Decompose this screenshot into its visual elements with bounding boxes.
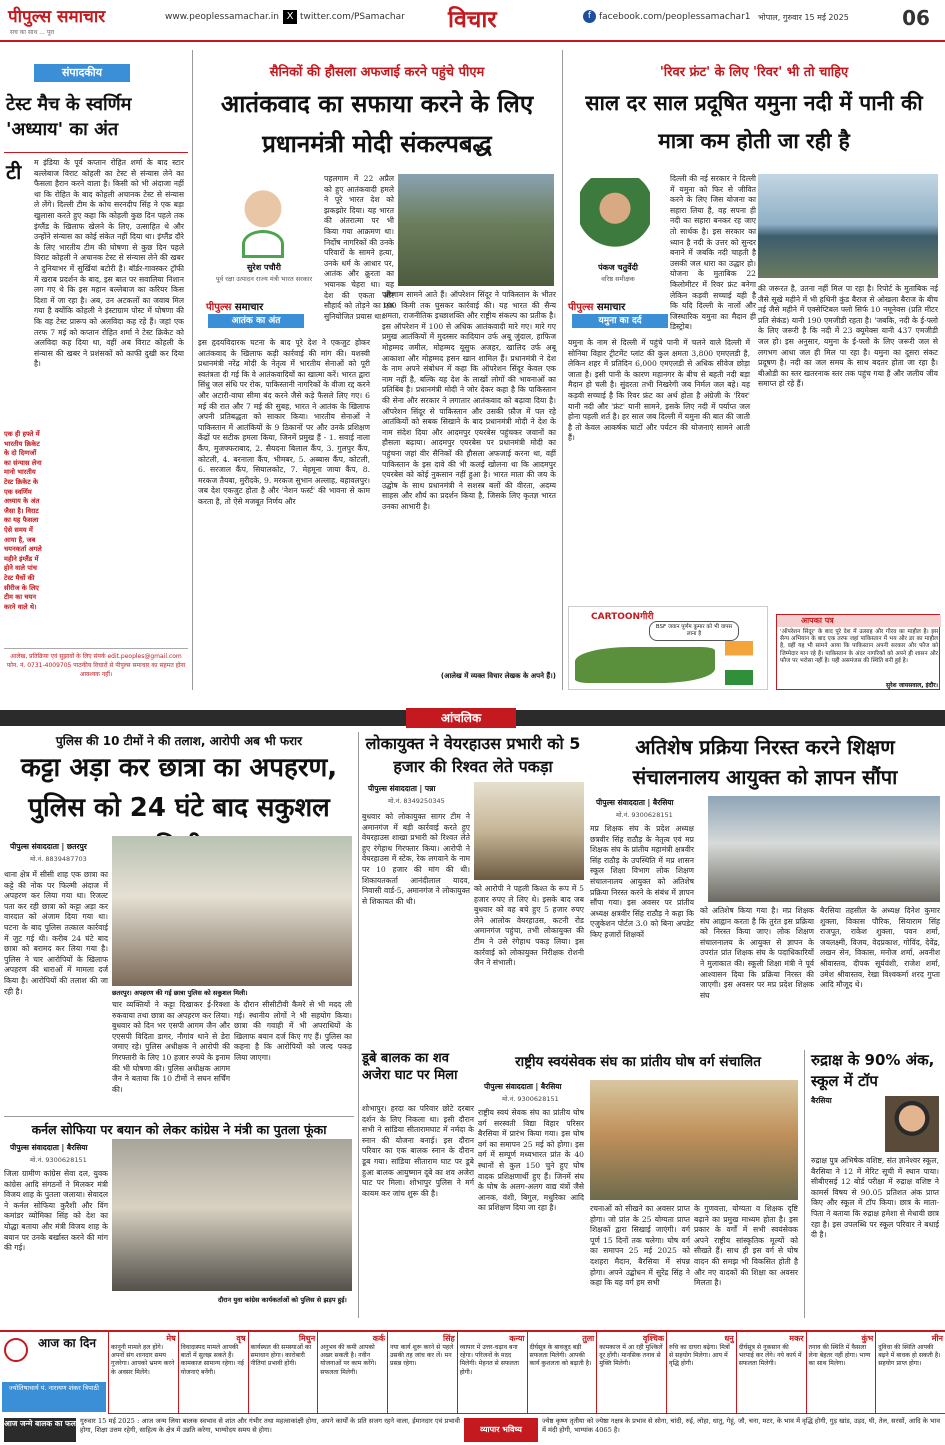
sign-name: मिथुन: [298, 1334, 316, 1343]
sign-text: विवादास्पद मामले आपकी बातों में सुलझ सकते हैं। कामकाज सामान्य रहेगा। नई योजनाएं बनेंगी।: [180, 1344, 244, 1376]
story5-byline: पीपुल्स संवाददाता | बैरसिया: [484, 1082, 562, 1091]
story3-body: बुधवार को लोकायुक्त सागर टीम ने अमानगंज में बड़ी कार्रवाई करते हुए वेयरहाउस शाखा प्रभारी को रिश्वत लेते हुए रंगेहाथ गिरफ्तार किया। आरोपी ने वेयरहाउस में स्टेक, रेक लगवाने के नाम पर 10 हजार की मांग की थी। शिकायतकर्ता आनंदीलाल यादव, निवासी वार्ड-5, अमानगंज ने लोकायुक्त से शिकायत की थी।: [362, 812, 470, 906]
sign-text: अनुभव की कमी आपको अखर सकती है। नवीन योजनाओं पर काम करेंगे। सफलता मिलेगी।: [320, 1344, 377, 1376]
article2-kicker: 'रिवर फ्रंट' के लिए 'रिवर' भी तो चाहिए: [659, 65, 849, 80]
story2-headline: कर्नल सोफिया पर बयान को लेकर कांग्रेस ने मंत्री का पुतला फूंका: [31, 1122, 327, 1137]
article2-headline: साल दर साल प्रदूषित यमुना नदी में पानी की मात्रा कम होती जा रही है: [585, 91, 923, 153]
logo-tagline: सच का साथ ... पूरा: [10, 29, 55, 36]
story5-headline: राष्ट्रीय स्वयंसेवक संघ का प्रांतीय घोष वर्ग संचालित: [515, 1054, 761, 1070]
dropcap: टी: [6, 160, 22, 184]
story3-body-2: को आरोपी ने पहली किश्त के रूप में 5 हजार रुपए ले लिए थे। इसके बाद जब बुधवार को वह बचे हुए 5 हजार रुपए लेने आलोक वेयरहाउस, कटनी रोड अमानगंज पहुंचा, तभी लोकायुक्त की टीम ने उसे रंगेहाथ पकड़ लिया। इस कार्रवाई को लोकायुक्त निरीक्षक रोशनी जैन ने संभाली।: [474, 884, 584, 968]
sign-name: मीन: [931, 1334, 943, 1343]
article1-tag: आतंक का अंत: [208, 314, 304, 328]
horoscope-sign: [875, 1332, 945, 1414]
story2-photo: [112, 1139, 352, 1291]
article2-brand: पीपुल्स समाचार: [568, 302, 626, 313]
letters-author: सुरेश जायसवाल, इंदौर।: [886, 682, 938, 689]
horoscope-sign: [596, 1332, 666, 1414]
story5-body: राष्ट्रीय स्वयं सेवक संघ का प्रांतीय घोष वर्ग सरस्वती विद्या विहार परिसर बैरसिया में प्रारंभ किया गया। इस घोष वर्ग का समापन 25 मई को होगा। इस वर्ग में सम्पूर्ण मध्यभारत प्रांत के 40 स्थानों से कुल 150 चुने हुए घोष वादक प्रशिक्षणार्थी हुए हैं। जिनमें संघ के घोष के अलग-अलग वाद्य यंत्रों जैसे आनक, वंशी, बिगुल, मधुरिका आदि का प्रशिक्षण दिया जा रहा है।: [478, 1108, 584, 1213]
story1-mobile: मो.नं. 8839487703: [30, 855, 87, 863]
story4-body: शोभापुर। हरदा का परिवार छोटे दरबार दर्शन के लिए निकला था। इसी दौरान सभी ने सांडिया सीतारामघाट में नर्मदा के स्नान की योजना बनाई। इस दौरान परिवार का एक बालक स्नान के दौरान डूब गया। सांडिया सीताराम घाट पर डूबे हुआ बालक आयुष्मान दूबे का शव अजेरा घाट पर मिला। शोभापुर पुलिस ने मर्ग कायम कर जांच शुरू की है।: [362, 1104, 474, 1198]
story-drowning: [362, 1050, 474, 1318]
crocodile-drawing: [575, 647, 715, 683]
story2-body: जिला ग्रामीण कांग्रेस सेवा दल, युवक कांग्रेस आदि संगठनों ने मिलकर मंत्री विजय शाह के पुतला जलाया। सेवादल ने कर्नल सोफिया कुरैशी और विंग कमांडर व्योमिका सिंह को देश का योद्धा बताया और मंत्री विजय शाह के बयान पर उनके बर्खास्त करने की मांग की गई।: [4, 1169, 108, 1253]
story6-body: मप्र शिक्षक संघ के प्रदेश अध्यक्ष छत्रवीर सिंह राठौड़ के नेतृत्व एवं मप्र शिक्षक संघ के प्रांतीय महामंत्री क्षत्रवीर सिंह राठौड़ के उपस्थिति में मप्र शासन स्कूल शिक्षा विभाग लोक शिक्षण संचालनालय आयुक्त को अतिशेष प्रक्रिया निरस्त करने के संबंध में ज्ञापन सौंपा गया। इस अवसर पर प्रांतीय अध्यक्ष क्षत्रवीर सिंह राठौड़ ने कहा कि एजुकेशन पोर्टल 3.0 को बिना अपडेट किए हजारों शिक्षकों: [590, 824, 694, 939]
story-kidnap: [4, 732, 354, 1112]
sign-name: कन्या: [509, 1334, 525, 1343]
sign-name: तुला: [582, 1334, 595, 1343]
editorial-pullquote: एक ही हफ्ते में भारतीय क्रिकेट के दो दिग्गजों का संन्यास लेना मानो भारतीय टेस्ट क्रिकेट के एक स्वर्णिम अध्याय के अंत जैसा है। विराट का यह फैसला ऐसे समय में आया है, जब चयनकर्ता अगले महीने इंग्लैंड में होने वाले पांच टेस्ट मैचों की सीरीज के लिए टीम का चयन करने वाले थे।: [4, 430, 44, 642]
editorial-contact: आलेख, प्रतिक्रिया एवं सुझावों के लिए संपर्क edit.peoples@gmail.com फोन. नं. 0731-4009705 पाठकीय विचारों से पीपुल्स समाचार का सहमत होना आवश्यक नहीं।: [4, 648, 188, 686]
article1-body: इस हृदयविदारक घटना के बाद पूरे देश ने एकजुट होकर आतंकवाद के खिलाफ कड़ी कार्रवाई की मांग की। यशस्वी प्रधानमंत्री नरेंद्र मोदी के नेतृत्व में भारतीय सेनाओं को पूरी स्वतंत्रता दी गई कि वे आतंकवादियों का खात्मा करें। भारत द्वारा सिंधु जल संधि पर रोक, पाकिस्तानी नागरिकों के वीजा रद्द करने और अटारी-वाघा सीमा बंद करने जैसे कड़े फैसले लिए गए। 6 मई की रात और 7 मई की सुबह, भारत ने आतंक के खिलाफ अपनी प्रतिबद्धता को साकार किया। भारतीय सेनाओं ने पाकिस्तान में आतंकियों के 9 ठिकानों पर और उनके प्रशिक्षण केंद्रों पर सटीक हमला किया, जिनमें प्रमुख हैं - 1. सवाई नाला कैंप, मुजफ्फराबाद, 2. सैयदना बिलाल कैंप, 3. गुलपुर कैंप, कोटली, 4. बरनाला कैंप, भीमबर, 5. अब्बास कैंप, कोटली, 6. सरजाल कैंप, सियालकोट, 7. मेहमूना जाया कैंप, 8. मरकज तैयबा, मुरीदके, 9. मरकज सुभान अल्लाह, बहावलपुर। जब देश एकजुट होता है और 'नेशन फर्स्ट' की भावना से काम करता है, तो ऐसे मजबूत निर्णय और: [198, 338, 370, 506]
article1-body-2: परिणाम सामने आते हैं। ऑपरेशन सिंदूर ने पाकिस्तान के भीतर 100 किमी तक घुसकर कार्रवाई की। यह भारत की सैन्य क्षमता, राजनीतिक इच्छाशक्ति और राष्ट्रीय संकल्प का प्रतीक है। इस ऑपरेशन में 100 से अधिक आतंकवादी मारे गए। मारे गए प्रमुख आतंकियों में मुदस्सर कादियान उर्फ अबू जुंदाल, हाफिज मोहम्मद जमील, मोहम्मद यूसुफ अजहर, खालिद उर्फ अबू आकाशा और मोहम्मद हसन खान शामिल हैं। प्रधानमंत्री ने देश के नाम अपने संबोधन में कहा कि ऑपरेशन सिंदूर केवल एक नाम नहीं है, बल्कि यह देश के लाखों लोगों की भावनाओं का प्रतिबिंब है। प्रधानमंत्री मोदी ने जोर देकर कहा है कि पाकिस्तान की सेना और सरकार ने लगातार आतंकवाद को बढ़ावा दिया है। ऑपरेशन सिंदूर से पाकिस्तान और उसकी फ़ौज में पल रहे आतंकियों को सबक सिखाने के बाद प्रधानमंत्री मोदी ने देश के नाम संदेश दिया और आदमपुर एयरबेस पहुंचकर जवानों का हौसला बढ़ाया। आदमपुर एयरबेस पर प्रधानमंत्री मोदी का पहुंचना जहां वीर सैनिकों की हौसला अफजाई करना था, वहीं पाकिस्तान के इस दावे की भी कलई खोलना था कि आदमपुर एयरबेस को कोई नुकसान नहीं हुआ है। भारत माता की जय के उद्घोष के साथ प्रधानमंत्री ने सशस्त्र बलों की वीरता, अदम्य साहस और शौर्य का प्रदर्शन किया है, जिसके लिए कृतज्ञ भारत उनका आभारी है।: [382, 290, 556, 511]
story5-body-2: रचनाओं को सीखने का अवसर प्राप्त होगा। जो प्रांत के 25 योग्यता प्राप्त शिक्षकों द्वारा सिखाई जाएंगी। वर्ग पूर्ण 15 दिनों तक चलेगा। घोष वर्ग का समापन 25 मई 2025 को दशहरा मैदान, बैरसिया में संपन्न होगा। अपने उद्बोधन में सुरेंद्र सिंह ने कहा कि यह वर्ग हम सभी: [590, 1204, 690, 1288]
sign-text: कानूनी मामले हल होंगे। अपनों संग शानदार समय गुजरेगा। आपको भ्रमण करने के अवसर मिलेंगे।: [111, 1344, 175, 1376]
horoscope-sign: [387, 1332, 457, 1414]
horoscope-strip: [0, 1330, 945, 1414]
article1-headline: आतंकवाद का सफाया करने के लिए प्रधानमंत्री मोदी संकल्पबद्ध: [220, 90, 534, 158]
story6-byline: पीपुल्स संवाददाता | बैरसिया: [596, 798, 674, 807]
horoscope-sign: [736, 1332, 806, 1414]
story2-byline: पीपुल्स संवाददाता | बैरसिया: [10, 1143, 88, 1152]
story7-body: रुद्राक्ष पुत्र अभिषेक वशिष्ट, संत ज्ञानेश्वर स्कूल, बैरसिया ने 12 में मेरिट सूची में स्थान पाया। सीबीएसई 12 बोर्ड परीक्षा में रुद्राक्ष वशिष्ट ने कामर्स विषय से 90.05 प्रतिशत अंक प्राप्त किए और स्कूल में टॉप किया। छात्र के माता-पिता ने बताया कि रुद्राक्ष हमेशा से मेधावी छात्र रहा है। इस उपलब्धि पर स्कूल परिवार ने बधाई दी है।: [811, 1156, 939, 1240]
astrologer-name: ज्योतिषाचार्य पं. नारायण शंकर त्रिपाठी: [2, 1382, 106, 1412]
cartoon-label: CARTOONगीरी: [591, 612, 654, 622]
x-icon: X: [283, 10, 297, 24]
letters-title: आपका पत्र: [777, 615, 941, 627]
article2-intro: दिल्ली की नई सरकार ने दिल्ली में यमुना को फिर से जीवित करने के लिए जिस योजना का सहारा लिया है, वह सपना ही नदी का सहारा बनकर रह जाए तो सार्थक है। इस सरकार का ध्यान है नदी के उत्तर को सुन्दर बनाने में जबकि नदी चाहती है उसकी जल धारा का उद्धार हो। योजना के मुताबिक 22 किलोमीटर में रिवर फ्रंट बनेगा लेकिन कड़वी सच्चाई यही है कि यदि दिल्ली के नालों और जिस्थारिक यमुना का मैदान ही डिस्ट्रोब।: [670, 174, 756, 332]
story-topper: [804, 1050, 940, 1318]
business-text: ज्येष्ठ कृष्ण तृतीया को ज्येष्ठा नक्षत्र के प्रभाव से सोना, चांदी, रुई, लोहा, धातु, गेहूं, जौ, चना, मटर, के भाव में वृद्धि होगी, गुड़ खांड, उड़द, घी, तेल, सरसों, आदि के भाव में मंदी होगी, भाग्यांक 4065 है।: [542, 1417, 940, 1434]
sign-name: धनु: [724, 1334, 734, 1343]
facebook-link[interactable]: facebook.com/peoplessamachar1: [599, 12, 751, 22]
horoscope-title-box: [0, 1332, 108, 1414]
article2-tag: यमुना का दर्द: [572, 314, 668, 328]
horoscope-sign: [527, 1332, 597, 1414]
story3-mobile: मो.नं. 8349250345: [388, 797, 445, 805]
horoscope-sign: [248, 1332, 318, 1414]
sign-name: कुंभ: [861, 1334, 874, 1343]
story5-photo: [590, 1080, 798, 1200]
sign-name: वृष: [236, 1334, 246, 1343]
story1-caption: छतरपुर। अपहरण की गई छात्रा पुलिस को सकुशल मिली।: [112, 989, 248, 997]
sign-text: दीर्घसूत्र के बावजूद बड़ी सफलता मिलेगी। आपकी कार्य कुशलता को बढ़ाती है।: [529, 1344, 592, 1368]
horoscope-sign: [806, 1332, 876, 1414]
story3-byline: पीपुल्स संवाददाता | पन्ना: [368, 784, 436, 793]
story5-body-3: के गुणवत्ता, योग्यता व शिक्षक दृष्टि बढ़ाने का प्रमुख माध्यम होता है। इस प्रकार के वर्गों में सभी स्वयंसेवक अपने राष्ट्रीय सांस्कृतिक मूल्यों को सीखते हैं। साथ ही इस वर्ग से घोष वादन की समझ भी विकसित होती है और नए वादकों की शिक्षा का अवसर मिलता है।: [694, 1204, 798, 1288]
sign-name: मकर: [789, 1334, 804, 1343]
birthday-text: गुरुवार 15 मई 2025 : आज जन्म लिया बालक स्वभाव से शांत और गंभीर तथा महत्वाकांक्षी होगा, अपने कार्यों के प्रति सजग रहने वाला, ईमानदार एवं प्रभावी होगा, शिक्षा उत्तम रहेगी, साहित्य के क्षेत्र में उन्नति करेगा, भाग्योदय समय से होगा।: [80, 1417, 460, 1434]
sign-name: कर्क: [372, 1334, 385, 1343]
footer: [0, 1416, 945, 1445]
twitter-link[interactable]: twitter.com/PSamachar: [300, 12, 405, 22]
story2-mobile: मो.नं. 9300628151: [30, 1156, 87, 1164]
sign-text: दुविधा की स्थिति आपकी बढ़ने में बाधक हो सकती है। सहयोग प्राप्त होगा।: [878, 1344, 941, 1368]
article2-body-2: की जरूरत है, उतना नहीं मिल पा रहा है। रिपोर्ट के मुताबिक नई जैसे सूखे महीने में भी हथिनी कुंड बैराज से ओखला बैराज के बीच नई जैसे महीने में एक्सेप्टिबल फ्लो सिर्फ 10 नमूनेवस (प्रति मीटर प्रति सेकंड) यानी 190 एमजीडी रहता है। 'जबकि, नदी के ई-फ्लो के लिए जरूरी है कि नदी में 23 क्यूमेक्स यानी 437 एमजीडी जल हो। इस अनुसार, यमुना के ई-फ्लो के लिए जरूरी जल से लगभग आधा जल ही मिल पा रहा है। यमुना का दूसरा संकट प्रदूषण है। नदी का जल समय के साथ बदतर होता जा रहा है। बीओडी का स्तर खतरनाक स्तर तक पहुंच गया है और जलीय जीव समाप्त हो रहे हैं।: [758, 284, 938, 389]
article1-brand: पीपुल्स समाचार: [206, 302, 264, 313]
sign-text: रुचि का दायरा बढ़ेगा। मित्रों से सहयोग मिलेगा। आय में वृद्धि होगी।: [669, 1344, 730, 1368]
article1-intro: पहलगाम में 22 अप्रैल को हुए आतंकवादी हमले ने पूरे भारत देश को झकझोर दिया। यह भारत की अंतरात्मा पर भी किया गया आक्रमण था। निर्दोष नागरिकों की उनके परिवारों के सामने हत्या, उनके धर्म के आधार पर, आतंक और क्रूरता का भयानक चेहरा था। यह देश की एकता और सौहार्द को तोड़ने का एक सुनियोजित प्रयास था।: [324, 174, 394, 321]
horoscope-sign: [108, 1332, 178, 1414]
sign-text: दीर्घसूत्र से नुकसान की भरपाई कर लेंगे। नये कार्य में सफलता मिलेगी।: [738, 1344, 802, 1368]
story1-kicker: पुलिस की 10 टीमों ने की तलाश, आरोपी अब भी फरार: [55, 734, 303, 748]
facebook-icon: f: [583, 10, 596, 23]
soldier-drawing: [725, 641, 753, 685]
horoscope-sign: [317, 1332, 387, 1414]
aanchalik-bar: [0, 710, 945, 726]
story4-headline: डूबे बालक का शव अजेरा घाट पर मिला: [362, 1051, 458, 1083]
story6-body-3: बैरसिया तहसील के अध्यक्ष दिनेश कुमार शुक्ला, विकास पौरिक, सियाराम सिंह राजपूत, राकेश शुक्ला, पवन शर्मा, जयलक्ष्मी, विजय, वेदप्रकाश, गोविंद, देवेंद्र, लखन सेन, विकास, मनोज शर्मा, अवनीश श्रीवास्तव, दीपक सूर्यवंशी, राजेश शर्मा, उमेश श्रीवास्तव, रेखा विश्वकर्मा शरद गुप्ता आदि मौजूद थे।: [820, 906, 940, 990]
author-photo: [228, 176, 298, 258]
story6-headline: अतिशेष प्रक्रिया निरस्त करने शिक्षण संचालनालय आयुक्त को ज्ञापन सौंपा: [632, 735, 898, 789]
horoscope-sign: [178, 1332, 248, 1414]
story1-body-3: के दौरान सीसीटीवी कैमरे से भी मदद ली गई। स्थानीय लोगों ने भी सहयोग किया। छात्रा की गवाही में भी अपराधियों के खिलाफ बयान दर्ज किए गए हैं। पुलिस का कहना है कि आरोपियों को जल्द पकड़ लिया जाएगा।: [234, 1000, 352, 1062]
story1-body: थाना क्षेत्र में सीसी शाह एक छात्रा का कट्टे की नोक पर फिल्मी अंदाज में अपहरण कर लिया गया था। रिजल्ट पता कर रही छात्रा को कट्टा अड़ा कर वारदात को अंजाम दिया गया था। घटना के बाद पुलिस तत्काल कार्रवाई में जुट गई थी। करीब 24 घंटे बाद छात्रा को बरामद कर लिया गया है। पुलिस ने चार आरोपियों के खिलाफ अपहरण की धाराओं में मामला दर्ज किया है। आरोपियों की तलाश की जा रही है।: [4, 870, 108, 996]
article2-body: यमुना के नाम से दिल्ली में पहुंचे पानी में चलने वाले दिल्ली में सोनिया विहार ट्रीटमेंट प्लांट की कुल क्षमता 3,800 एमएलडी है, लेकिन शहर में प्रतिदिन 6,000 एमएलडी से अधिक सीवेज छोड़ा जाता है। इसी पानी के कारण महानगर के बीच से बहती नदी बड़ा मैदान हो चली है। सुंदरता तभी निखरेगी जब निर्मल जल बहे। यह कड़वी सच्चाई है कि रिवर फ्रंट का अर्थ होता है अंग्रेजी के 'रिवर' यानी नदी और 'फ्रंट' यानी सामने, इसके लिए नदी में पर्याप्त जल होना पहली शर्त है। हर साल जब दिल्ली में यमुना की बात की जाती है तो केवल आकर्षक घाटों और पर्यटन की योजनाएं सामने आती हैं।: [568, 338, 750, 443]
article2-photo-river: [758, 174, 938, 278]
article1-author: सुरेश पचौरी: [247, 263, 281, 272]
sign-text: तनाव की स्थिति में फैसला लेना बेहतर नहीं होगा। भाग्य का साथ मिलेगा।: [808, 1344, 871, 1368]
story1-byline: पीपुल्स संवाददाता | छतरपुर: [10, 842, 87, 851]
sign-text: व्यापार में उत्तर-चढ़ाव बना रहेगा। परिजनों के मदद मिलेगी। मेहनत से सफलता होगी।: [459, 1344, 519, 1376]
story-congress: [4, 1116, 354, 1316]
story6-body-2: को अतिशेष किया गया है। मप्र शिक्षक संघ आह्वान करता है कि तुरंत इस प्रक्रिया को निरस्त किया जाए। लोक शिक्षण संचालनालय के आयुक्त से ज्ञापन के उपरांत प्रांत शिक्षक संघ के पदाधिकारियों ने मुलाकात की। स्कूली शिक्षा मंत्री ने पूर्व आश्वासन दिया कि प्रक्रिया निरस्त की जाएगी। इस अवसर पर मप्र प्रदेश शिक्षक संघ: [700, 906, 814, 1000]
horoscope-sign: [666, 1332, 736, 1414]
story1-photo: [112, 836, 352, 986]
editorial-headline: टेस्ट मैच के स्वर्णिम 'अध्याय' का अंत: [6, 94, 132, 140]
article1-note: (आलेख में व्यक्त विचार लेखक के अपने हैं।): [440, 672, 556, 680]
horoscope-sign: [457, 1332, 527, 1414]
sign-text: कामकाज में आ रही मुश्किलें दूर होंगी। मानसिक तनाव से मुक्ति मिलेगी।: [599, 1344, 663, 1368]
logo[interactable]: पीपुल्स समाचार: [8, 7, 106, 27]
dateline: भोपाल, गुरुवार 15 मई 2025: [758, 13, 849, 22]
story5-mobile: मो.नं. 9300628151: [502, 1095, 559, 1103]
sign-text: कार्यस्थल की समस्याओं का समाधान होगा। कारोबारी नीतियां प्रभावी होंगी।: [250, 1344, 312, 1368]
sign-name: सिंह: [443, 1334, 455, 1343]
letters-box: [776, 614, 940, 690]
business-label: व्यापार भविष्य: [464, 1418, 538, 1442]
article1-photo-soldiers: [398, 174, 554, 286]
story1-body-2: चार व्यक्तियों ने कट्टा दिखाकर ई-रिक्शा रुकवाया तथा छात्रा का अपहरण कर लिया। बुधवार को दिन भर एसपी आगम जैन और एएसपी विदिता डागर, नौगांव थाने से डेरा जमाए रहे। पुलिस अधीक्षक ने आरोपी की गिरफ्तारी के लिए 10 हजार रुपये के इनाम की भी घोषणा की। पुलिस अधीक्षक आगम जैन ने बताया कि 10 टीमों ने सघन सर्चिंग की।: [112, 1000, 230, 1094]
letters-text: 'ऑपरेशन सिंदूर' के बाद पूरे देश में उत्साह और गौरव का माहौल है। इस सैन्य अभियान के बाद एक तरफ जहां पाकिस्तान में भय और डर का माहौल है, वहीं यह भी सामने आया कि पाकिस्तान अपनी सरकार और फौज को जिम्मेदार मान रहे हैं। पाकिस्तान के अंदर नागरिकों को अपने ही शासन और फौज पर भरोसा नहीं है। यही असमंजस की स्थिति बनी हुई है।: [780, 629, 938, 664]
story3-headline: लोकायुक्त ने वेयरहाउस प्रभारी को 5 हजार की रिश्वत लेते पकड़ा: [365, 734, 581, 776]
story7-place: बैरसिया: [811, 1096, 832, 1105]
story7-headline: रुद्राक्ष के 90% अंक, स्कूल में टॉप: [811, 1051, 935, 1090]
student-photo: [885, 1096, 939, 1152]
masthead: [0, 0, 945, 42]
story1-headline: कट्टा अड़ा कर छात्रा का अपहरण, पुलिस को 24 घंटे बाद सकुशल: [20, 753, 338, 823]
story-education: [590, 732, 940, 1048]
birthday-label: आज जन्मे बालक का फल: [4, 1418, 76, 1442]
horoscope-signs: [108, 1332, 945, 1414]
story6-photo: [708, 796, 940, 902]
article2-author: पंकज चतुर्वेदी: [598, 263, 638, 272]
page-number: 06: [902, 6, 930, 30]
story6-mobile: मो.नं. 9300628151: [616, 811, 673, 819]
article-modi: [198, 48, 556, 688]
sign-name: मेष: [166, 1334, 176, 1343]
section-title: विचार: [448, 7, 497, 33]
article1-kicker: सैनिकों की हौसला अफजाई करने पहुंचे पीएम: [269, 65, 485, 80]
editorial-tag: संपादकीय: [34, 64, 130, 82]
horoscope-title: आज का दिन: [38, 1336, 96, 1350]
sun-icon: [4, 1338, 28, 1362]
article2-author-desc: वरिष्ठ समीक्षक: [601, 275, 635, 283]
cartoon-box: [568, 606, 768, 690]
article-yamuna: [568, 48, 940, 688]
story-lokayukta: [362, 732, 584, 1050]
website-link[interactable]: www.peoplessamachar.in: [165, 12, 279, 22]
story2-caption: दौरान युवा कांग्रेस कार्यकर्ताओं को पुलिस से झड़प हुई।: [218, 1296, 347, 1304]
sign-name: वृश्चिक: [642, 1334, 664, 1343]
story3-photo: [474, 782, 584, 880]
cartoon-bubble: BSF जवान पूर्णम कुमार को भी वापस लाना है: [649, 621, 739, 641]
article1-author-desc: पूर्व रक्षा उत्पादन राज्य मंत्री भारत सरकार: [215, 275, 313, 283]
editorial-body: म इंडिया के पूर्व कप्तान रोहित शर्मा के बाद स्टार बल्लेबाज विराट कोहली का टेस्ट से संन्यास लेने का फैसला हैरान करने वाला है। किसी को भी अंदाजा नहीं था कि रोहित के बाद कोहली अचानक टेस्ट से संन्यास ले लेंगे। दिल्ली टीम के कोच सरनदीप सिंह ने एक बड़ा खुलासा करते हुए कहा कि कोहली कुछ दिन पहले तक इंग्लैंड के खिलाफ खेलने के लिए, उत्साहित थे और उन्होंने संन्यास का कोई संकेत नहीं दिया था। इंग्लैंड दौरे के लिए भारतीय टीम की घोषणा से कुछ दिन पहले विराट कोहली ने अचानक टेस्ट से संन्यास लेने की खबर ने दुनियाभर में सुर्खियां बटोरी है। बॉर्डर-गावस्कर ट्रॉफी में खराब प्रदर्शन के बाद, इस बात पर सवालिया निशान लग गए थे कि इस महान बल्लेबाज का करियर किस दिशा में जा रहा है। अब, उन अटकलों का जवाब मिल गया है क्योंकि कोहली ने इंस्टाग्राम पोस्ट में घोषणा की कि वह टेस्ट प्रारूप को अलविदा कह रहे हैं। जहां एक तरफ 7 मई को कप्तान रोहित शर्मा ने टेस्ट क्रिकेट को अलविदा कह दिया था, वहीं अब विराट कोहली के संन्यास की खबर ने प्रशंसकों को काफी दुखी कर दिया है।: [34, 158, 184, 369]
aanchalik-title: आंचलिक: [406, 708, 516, 728]
author-photo-2: [580, 178, 650, 250]
sign-text: नया कार्य शुरू करने से पहले उसकी तह जांच कर लें। मन प्रसन्न रहेगा।: [390, 1344, 454, 1368]
